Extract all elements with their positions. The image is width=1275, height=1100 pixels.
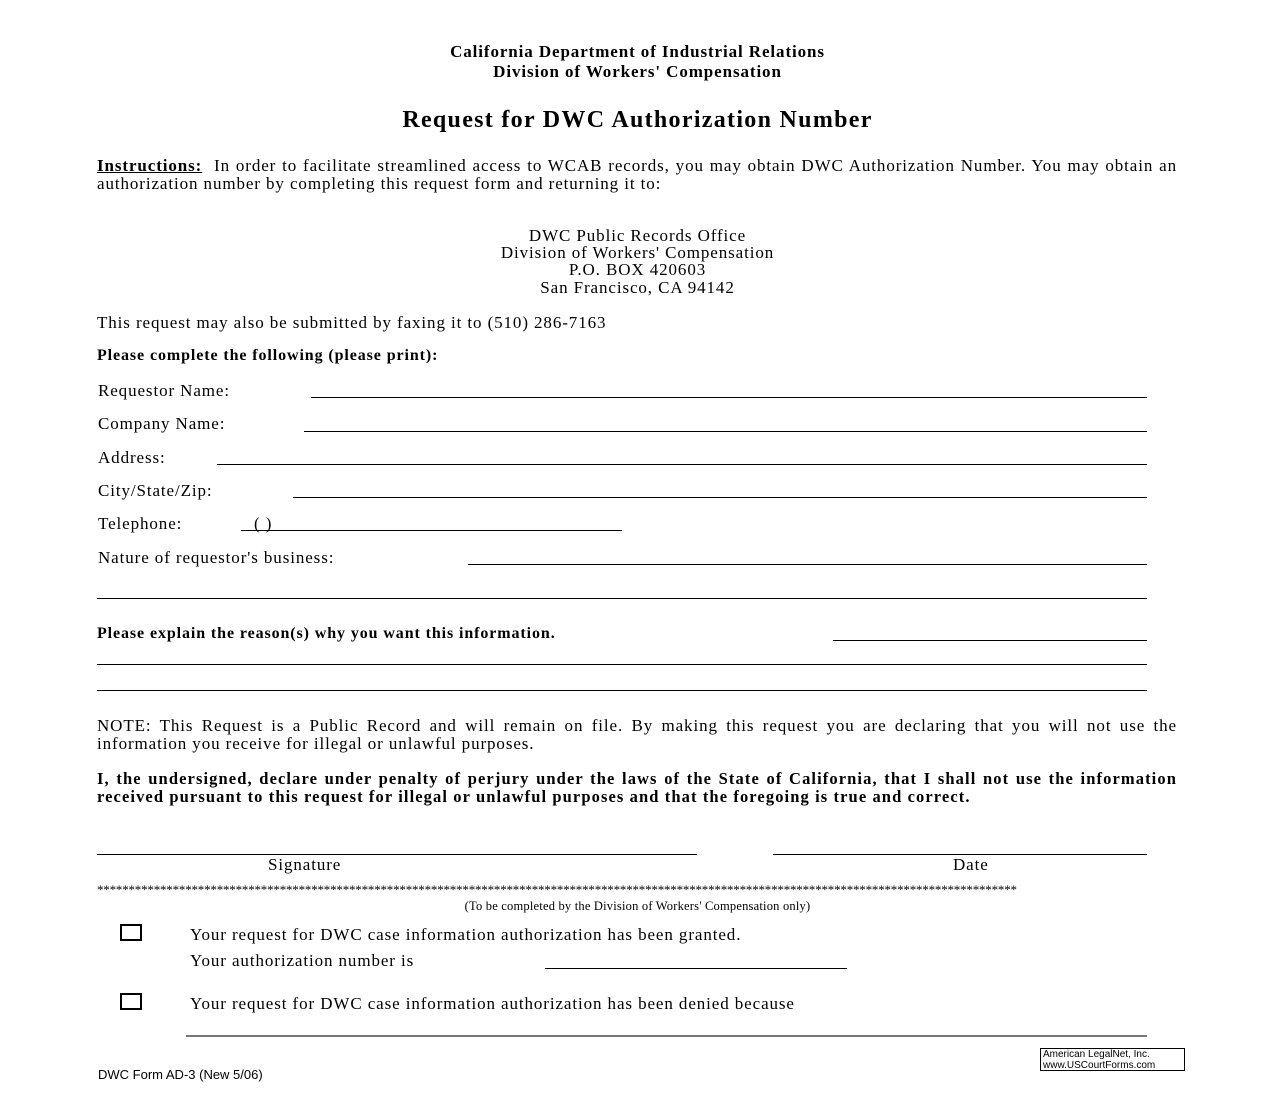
nature-of-business-field[interactable] <box>468 564 1147 565</box>
address-label: Address: <box>98 448 166 467</box>
publisher-name: American LegalNet, Inc. <box>1043 1049 1150 1060</box>
company-name-label: Company Name: <box>98 414 226 433</box>
reason-field-line-2[interactable] <box>97 664 1147 665</box>
complete-heading: Please complete the following (please print): <box>97 347 439 364</box>
instructions-text: In order to facilitate streamlined access to WCAB records, you may obtain DWC Authorization Number. You may obtain an authorization number by completing this request form and returning it to: <box>97 156 1177 193</box>
city-state-zip-label: City/State/Zip: <box>98 481 213 500</box>
auth-number-label: Your authorization number is <box>190 951 415 970</box>
header-department: California Department of Industrial Relations <box>450 42 825 61</box>
address-line-4: San Francisco, CA 94142 <box>540 278 735 297</box>
company-name-field[interactable] <box>304 431 1147 432</box>
separator-stars: ************************************************************************************************************************************************** <box>97 882 1017 897</box>
nature-of-business-label: Nature of requestor's business: <box>98 548 335 567</box>
publisher-box <box>1040 1048 1185 1071</box>
telephone-label: Telephone: <box>98 514 183 533</box>
explain-heading: Please explain the reason(s) why you want this information. <box>97 625 556 642</box>
declaration-text: I, the undersigned, declare under penalty of perjury under the laws of the State of California, that I shall not use the information received pursuant to this request for illegal or unlawful purposes and that the foregoing is true and correct. <box>97 769 1177 806</box>
note-text: NOTE: This Request is a Public Record and will remain on file. By making this request you are declaring that you will not use the information you receive for illegal or unlawful purposes. <box>97 716 1177 753</box>
form-id: DWC Form AD-3 (New 5/06) <box>98 1067 263 1082</box>
denied-checkbox[interactable] <box>120 993 142 1010</box>
requestor-name-label: Requestor Name: <box>98 381 230 400</box>
address-line-3: P.O. BOX 420603 <box>568 260 707 279</box>
instructions-paragraph <box>97 157 1177 192</box>
auth-number-field[interactable] <box>545 968 847 969</box>
date-label: Date <box>953 855 989 874</box>
granted-checkbox[interactable] <box>120 924 142 941</box>
denied-reason-field[interactable] <box>186 1035 1147 1037</box>
denied-text: Your request for DWC case information authorization has been denied because <box>190 994 795 1013</box>
office-use-only-note: (To be completed by the Division of Workers' Compensation only) <box>464 899 811 913</box>
signature-label: Signature <box>268 855 342 874</box>
reason-field[interactable] <box>833 640 1147 641</box>
requestor-name-field[interactable] <box>311 397 1147 398</box>
header-division: Division of Workers' Compensation <box>493 62 782 81</box>
fax-text: This request may also be submitted by faxing it to (510) 286-7163 <box>97 313 607 332</box>
nature-of-business-field-line-2[interactable] <box>97 598 1147 599</box>
telephone-area-code: ( ) <box>254 514 273 533</box>
address-line-1: DWC Public Records Office <box>528 226 747 245</box>
publisher-url: www.USCourtForms.com <box>1043 1060 1156 1071</box>
telephone-field[interactable] <box>241 530 622 531</box>
instructions-label: Instructions: <box>97 156 203 175</box>
address-field[interactable] <box>217 464 1147 465</box>
granted-text: Your request for DWC case information authorization has been granted. <box>190 925 742 944</box>
reason-field-line-3[interactable] <box>97 690 1147 691</box>
page-title: Request for DWC Authorization Number <box>402 107 873 133</box>
city-state-zip-field[interactable] <box>293 497 1147 498</box>
signature-field[interactable] <box>97 854 697 855</box>
address-line-2: Division of Workers' Compensation <box>500 243 775 262</box>
